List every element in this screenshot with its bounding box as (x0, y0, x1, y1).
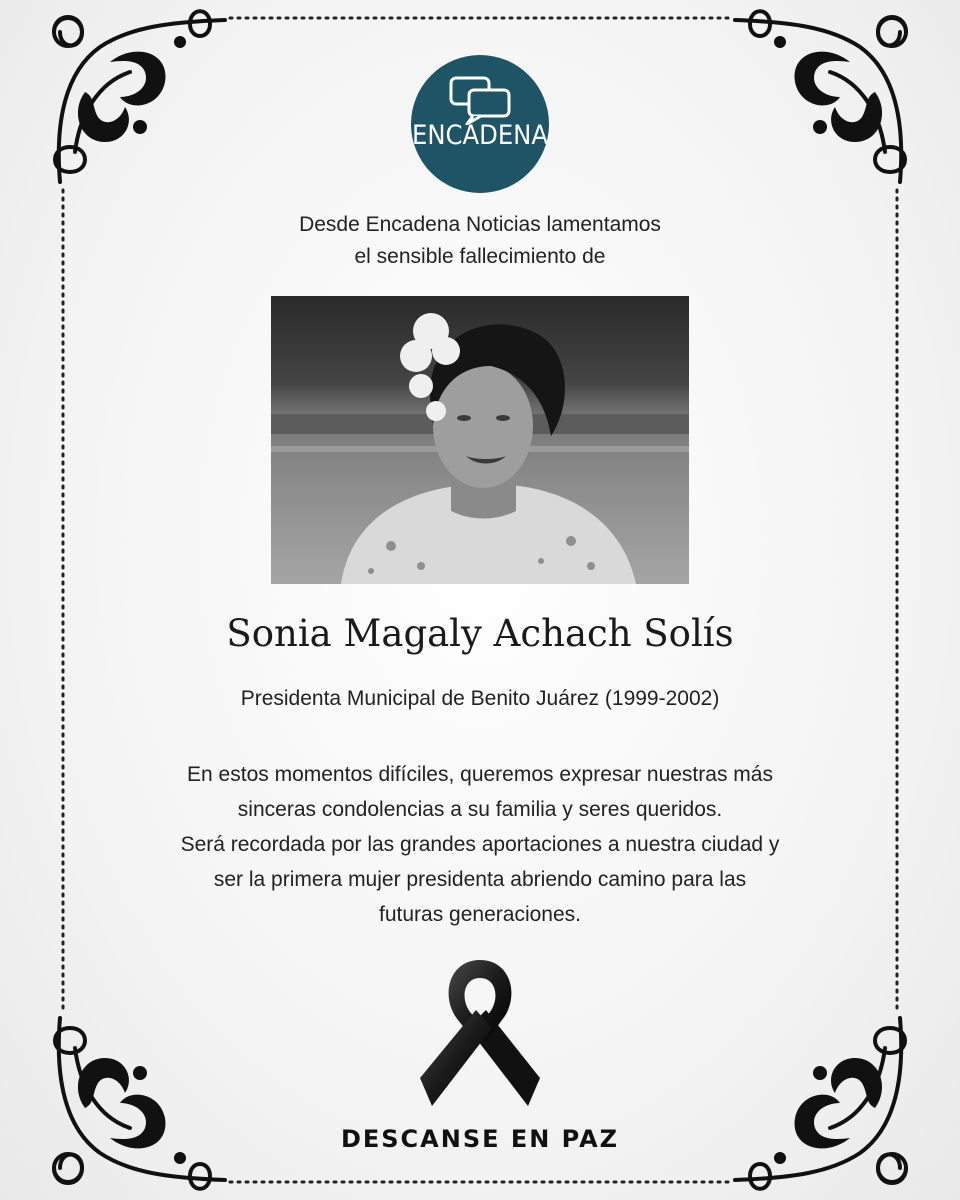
message-line: ser la primera mujer presidenta abriendo camino para las (213, 868, 747, 891)
condolence-message (0, 757, 960, 932)
portrait-photo (271, 296, 689, 584)
mourning-ribbon-icon (418, 958, 542, 1110)
corner-ornament-icon (40, 2, 230, 192)
deceased-role: Presidenta Municipal de Benito Juárez (1999-2002) (240, 687, 720, 710)
deceased-name: Sonia Magaly Achach Solís (226, 612, 734, 655)
message-line: futuras generaciones. (379, 903, 581, 926)
intro-line: el sensible fallecimiento de (354, 245, 606, 268)
encadena-logo (411, 55, 549, 193)
message-line: sinceras condolencias a su familia y seres queridos. (237, 798, 723, 821)
chat-bubbles-icon (449, 75, 513, 125)
corner-ornament-icon (40, 1008, 230, 1198)
message-line: Será recordada por las grandes aportaciones a nuestra ciudad y (180, 833, 780, 856)
logo-text: ENCADENA (412, 120, 548, 151)
closing-text: DESCANSE EN PAZ (340, 1125, 620, 1153)
intro-text (0, 209, 960, 273)
corner-ornament-icon (730, 1008, 920, 1198)
corner-ornament-icon (730, 2, 920, 192)
intro-line: Desde Encadena Noticias lamentamos (299, 213, 661, 236)
message-line: En estos momentos difíciles, queremos expresar nuestras más (187, 763, 773, 786)
